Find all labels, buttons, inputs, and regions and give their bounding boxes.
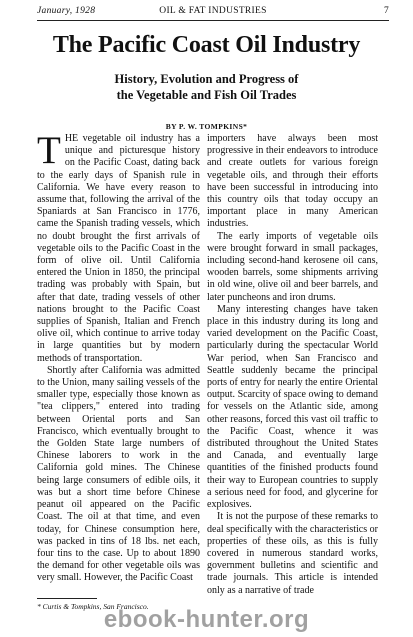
paragraph: The early imports of vegetable oils were brought forward in small packages, including second-hand kerosene oil cans, wooden barrels, some shipments arriving in old wine, olive oil and beer barrels, and later puncheons and iron drums. <box>207 230 378 303</box>
issue-date: January, 1928 <box>37 6 96 16</box>
journal-name: OIL & FAT INDUSTRIES <box>159 6 267 16</box>
paragraph: importers have always been most progressive in their endeavors to introduce and create outlets for various foreign vegetable oils, and through their efforts have been successful in introducing into this country oils that today occupy an important place in many American industries. <box>207 133 378 230</box>
paragraph: It is not the purpose of these remarks to deal specifically with the characteristics or properties of these oils, as this is fully covered in numerous standard works, government bulletins and scientific and trade journals. This article is intended only as a narrative of trade <box>207 511 378 596</box>
watermark: ebook-hunter.org <box>103 606 310 633</box>
article-title: The Pacific Coast Oil Industry <box>52 32 361 58</box>
text-column-left <box>37 129 200 585</box>
running-header <box>37 6 389 20</box>
subtitle-line-1: History, Evolution and Progress of <box>114 72 299 86</box>
page-number: 7 <box>383 6 389 16</box>
paragraph <box>37 129 200 365</box>
article-subtitle <box>0 71 413 103</box>
text-column-right <box>207 133 378 597</box>
subtitle-line-2: the Vegetable and Fish Oil Trades <box>116 88 297 102</box>
paragraph: Shortly after California was admitted to the Union, many sailing vessels of the smaller type, especially those known as "tea clippers," entered into trading between Oriental ports and San Francisco, which eventually brought to the Golden State large numbers of Chinese laborers to work in the California gold mines. The Chinese being large consumers of edible oils, it was but a short time before Chinese peanut oil appeared on the Pacific Coast. The oil at that time, and even today, for Chinese consumption here, was packed in tins of 18 lbs. net each, four tins to the case. Up to about 1890 the demand for other vegetable oils was very small. However, the Pacific Coast <box>37 364 200 584</box>
byline: BY P. W. TOMPKINS* <box>165 122 248 131</box>
header-rule <box>37 20 389 21</box>
footnote-rule <box>37 598 97 599</box>
drop-cap: T <box>37 129 61 172</box>
footnote: * Curtis & Tompkins, San Francisco. <box>37 602 149 611</box>
paragraph: Many interesting changes have taken place in this industry during its long and varied development on the Pacific Coast, particularly during the spectacular World War period, when San Francisco and Seattle suddenly became the principal ports of entry for nearly the entire Oriental output. Scarcity of space owing to demand for vessels on the Atlantic side, among other reasons, forced this vast oil traffic to the Pacific Coast, whence it was distributed throughout the United States and Canada, and eventually large quantities of the finished products found their way to European countries to supply a serious need for food, and glycerine for explosives. <box>207 303 378 511</box>
paragraph-text: HE vegetable oil industry has a unique and picturesque history on the Pacific Coast, dating back to the early days of Spanish rule in California. We have every reason to assume that, following the arrival of the Spaniards at San Francisco in 1776, came the Spanish trading vessels, which no doubt brought the first arrivals of vegetable oils to the Pacific Coast in the form of olive oil. Until California entered the Union in 1850, the principal trading was probably with Spain, but after that date, trading vessels of other nations brought to the Pacific Coast supplies of Spanish, Italian and French olive oil, which continue to arrive today in large quantities but by modern methods of transportation. <box>37 133 200 364</box>
